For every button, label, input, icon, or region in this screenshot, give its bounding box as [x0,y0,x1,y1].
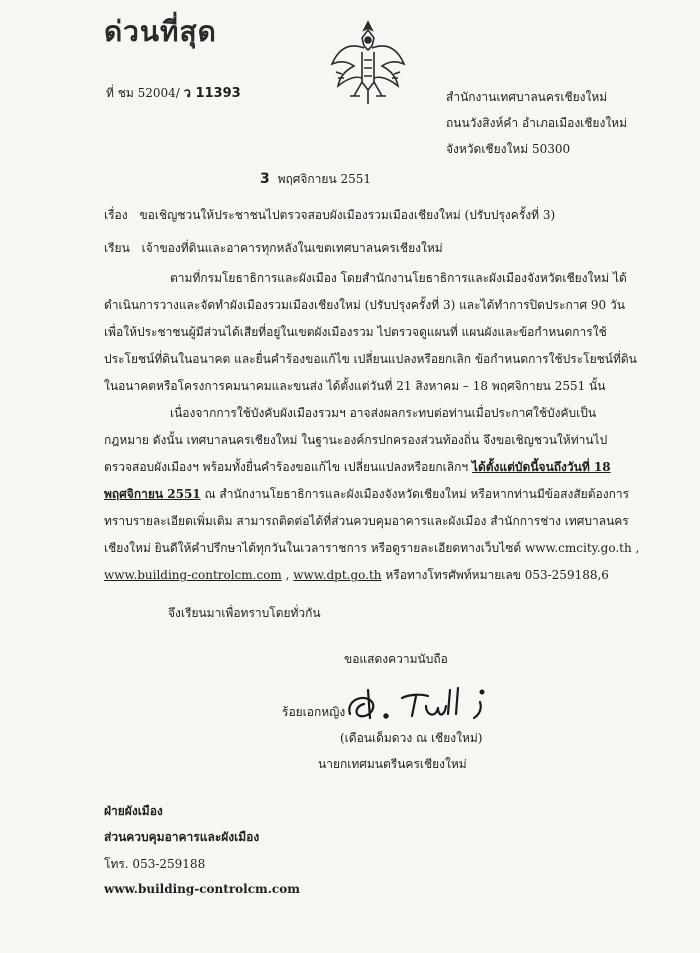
signatory-rank: ร้อยเอกหญิง [282,705,346,719]
closing-inform: จึงเรียนมาเพื่อทราบโดยทั่วกัน [168,606,321,620]
faint-bleedthrough-stamp [440,146,620,169]
department-website[interactable]: www.building-controlcm.com [104,882,300,896]
salutation-line [104,239,443,258]
reference-handwritten-number: ว 11393 [183,86,241,101]
date-day-handwritten: 3 [260,171,270,187]
paragraph2-text: ตรวจสอบผังเมืองฯ พร้อมทั้งยื่นคำร้องขอแก้ไข เปลี่ยนแปลงหรือยกเลิกฯ [104,460,469,474]
reference-prefix: ที่ ชม 52004/ [106,86,180,100]
deadline-emphasis: ได้ตั้งแต่บัดนี้จนถึงวันที่ 18 [471,460,611,474]
paragraph1-line: ตามที่กรมโยธาธิการและผังเมือง โดยสำนักงานโยธาธิการและผังเมืองจังหวัดเชียงใหม่ ได้ [170,271,627,285]
department-division: ส่วนควบคุมอาคารและผังเมือง [104,830,260,844]
signatory-name: (เดือนเด็มดวง ณ เชียงใหม่) [340,731,483,745]
salutation-label: เรียน [104,241,130,255]
paragraph1-line: เพื่อให้ประชาชนผู้มีส่วนได้เสียที่อยู่ในเขตผังเมืองรวม ไปตรวจดูแผนที่ แผนผังและข้อกำหนดการใช้ [104,325,607,339]
paragraph2-line: กฎหมาย ดังนั้น เทศบาลนครเชียงใหม่ ในฐานะองค์กรปกครองส่วนท้องถิ่น จึงขอเชิญชวนให้ท่านไป [104,433,608,447]
address-line-province: จังหวัดเชียงใหม่ 50300 [446,142,571,156]
address-line-road: ถนนวังสิงห์คำ อำเภอเมืองเชียงใหม่ [446,116,628,130]
address-line-office: สำนักงานเทศบาลนครเชียงใหม่ [446,90,608,104]
paragraph2-line [104,454,614,481]
department-phone: โทร. 053-259188 [104,857,206,871]
paragraph1-line: ดำเนินการวางและจัดทำผังเมืองรวมเมืองเชียงใหม่ (ปรับปรุงครั้งที่ 3) และได้ทำการปิดประกาศ 90 วัน [104,298,625,312]
paragraph2-line: เชียงใหม่ ยินดีให้คำปรึกษาได้ทุกวันในเวลาราชการ หรือดูรายละเอียดทางเว็บไซต์ www.cmcity.go.th , [104,541,640,555]
website-link-dpt[interactable]: www.dpt.go.th [293,568,382,582]
reference-number [106,82,241,103]
paragraph1-line: ในอนาคตหรือโครงการคมนาคมและขนส่ง ได้ตั้งแต่วันที่ 21 สิงหาคม – 18 พฤศจิกายน 2551 นั้น [104,379,606,393]
paragraph2-text: ณ สำนักงานโยธาธิการและผังเมืองจังหวัดเชียงใหม่ หรือหากท่านมีข้อสงสัยต้องการ [204,487,630,501]
garuda-emblem-icon [328,16,408,108]
paragraph-background [104,265,637,400]
paragraph-invitation [104,400,640,589]
phone-text: หรือทางโทรศัพท์หมายเลข 053-259188,6 [381,568,609,582]
link-separator: , [281,568,294,582]
department-unit: ฝ่ายผังเมือง [104,804,163,818]
paragraph2-line: ทราบรายละเอียดเพิ่มเติม สามารถติดต่อได้ที่ส่วนควบคุมอาคารและผังเมือง สำนักการช่าง เทศบาลนคร [104,514,629,528]
website-link-building-control[interactable]: www.building-controlcm.com [104,568,282,582]
paragraph2-line [104,562,614,589]
handwritten-signature [340,680,490,730]
paragraph1-line: ประโยชน์ที่ดินในอนาคต และยื่นคำร้องขอแก้ไข เปลี่ยนแปลงหรือยกเลิก ข้อกำหนดการใช้ประโยชน์ที่ดิน [104,352,637,366]
salutation-text: เจ้าของที่ดินและอาคารทุกหลังในเขตเทศบาลนครเชียงใหม่ [141,241,443,255]
paragraph2-line: เนื่องจากการใช้บังคับผังเมืองรวมฯ อาจส่งผลกระทบต่อท่านเมื่อประกาศใช้บังคับเป็น [170,406,597,420]
letter-date [260,170,371,189]
date-month-year: พฤศจิกายน 2551 [277,172,371,186]
deadline-emphasis: พฤศจิกายน 2551 [104,487,201,501]
subject-text: ขอเชิญชวนให้ประชาชนไปตรวจสอบผังเมืองรวมเมืองเชียงใหม่ (ปรับปรุงครั้งที่ 3) [139,208,556,222]
paragraph2-line [104,481,630,508]
signatory-position: นายกเทศมนตรีนครเชียงใหม่ [318,757,467,771]
subject-label: เรื่อง [104,208,128,222]
subject-line [104,206,555,225]
urgent-stamp: ด่วนที่สุด [104,15,217,48]
closing-regards: ขอแสดงความนับถือ [344,652,448,666]
